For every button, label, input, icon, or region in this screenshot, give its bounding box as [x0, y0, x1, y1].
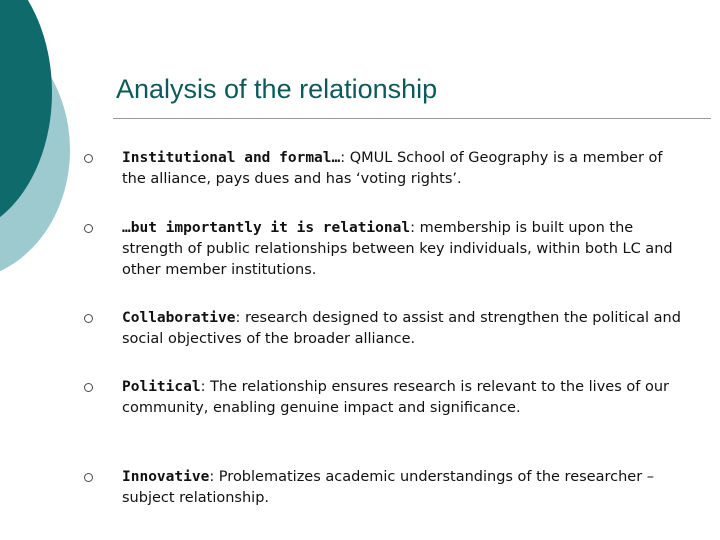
bullet-circle-icon	[84, 154, 93, 163]
bullet-description: : The relationship ensures research is relevant to the lives of our community, enabling genuine impact and significance.	[122, 379, 669, 416]
bullet-term: Institutional and formal…	[122, 150, 341, 166]
bullet-text	[122, 148, 682, 190]
bullet-description: : research designed to assist and strengthen the political and social objectives of the broader alliance.	[122, 310, 681, 347]
bullet-circle-icon	[84, 314, 93, 323]
slide-title: Analysis of the relationship	[116, 74, 438, 104]
title-divider	[113, 118, 711, 119]
bullet-text	[122, 218, 682, 281]
bullet-text	[122, 467, 682, 509]
bullet-text	[122, 308, 682, 350]
bullet-description: : membership is built upon the strength of public relationships between key individuals, within both LC and other member institutions.	[122, 220, 673, 278]
bullet-term: Innovative	[122, 469, 210, 485]
bullet-description: : Problematizes academic understandings of the researcher – subject relationship.	[122, 469, 655, 506]
bullet-term: Collaborative	[122, 310, 236, 326]
bullet-term: Political	[122, 379, 201, 395]
bullet-term: …but importantly it is relational	[122, 220, 411, 236]
bullet-circle-icon	[84, 383, 93, 392]
bullet-circle-icon	[84, 473, 93, 482]
bullet-circle-icon	[84, 224, 93, 233]
bullet-description: : QMUL School of Geography is a member of the alliance, pays dues and has ‘voting rights’.	[122, 150, 663, 187]
bullet-text	[122, 377, 682, 419]
decorative-circles	[0, 0, 110, 300]
